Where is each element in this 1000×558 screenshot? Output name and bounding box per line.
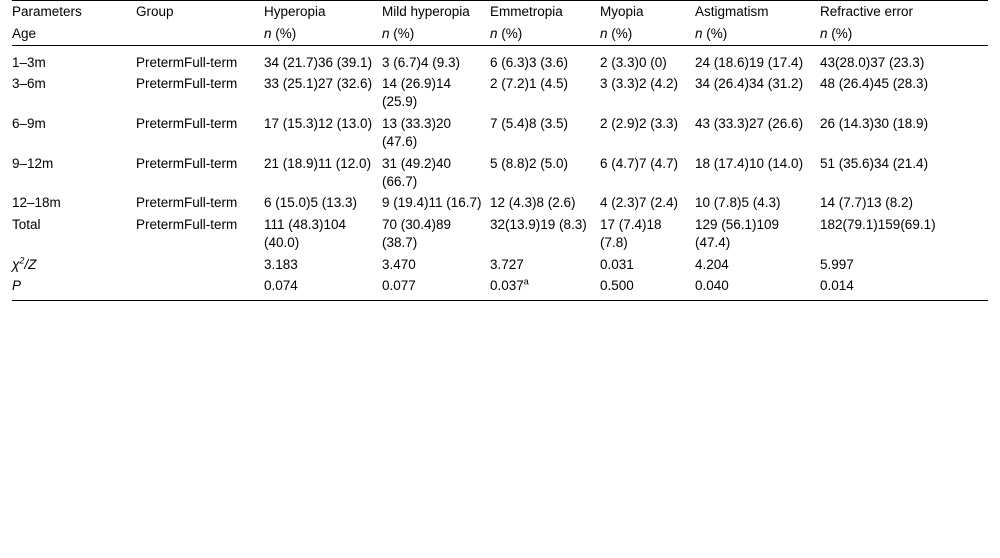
row-cell-hyperopia: 111 (48.3)104 (40.0)	[264, 217, 347, 250]
subheader-unit-refractive-error	[820, 23, 988, 45]
row-cell-refractive-error: 43(28.0)37 (23.3)	[820, 54, 925, 70]
row-parameter: Total	[12, 217, 41, 233]
row-cell-hyperopia: 6 (15.0)5 (13.3)	[264, 195, 358, 211]
row-parameter: 12–18m	[12, 195, 61, 211]
table-row-total	[12, 214, 988, 254]
table-row	[12, 73, 988, 113]
p-value-emmetropia: 0.037	[490, 277, 524, 293]
subheader-unit-myopia	[600, 23, 695, 45]
column-header-astigmatism: Astigmatism	[695, 1, 820, 23]
subheader-unit-mild-hyperopia	[382, 23, 490, 45]
unit-n: n	[695, 25, 703, 41]
chi-symbol: χ	[12, 256, 20, 272]
row-group: PretermFull-term	[136, 116, 238, 132]
row-cell-astigmatism: 129 (56.1)109 (47.4)	[695, 217, 780, 250]
table-row	[12, 45, 988, 73]
unit-n: n	[600, 25, 608, 41]
row-cell-astigmatism: 18 (17.4)10 (14.0)	[695, 155, 804, 171]
unit-percent: (%)	[501, 25, 523, 41]
unit-n: n	[820, 25, 828, 41]
subheader-unit-astigmatism	[695, 23, 820, 45]
column-header-hyperopia: Hyperopia	[264, 1, 382, 23]
row-cell-refractive-error: 182(79.1)159(69.1)	[820, 217, 936, 233]
unit-percent: (%)	[611, 25, 633, 41]
stat-value-myopia: 0.031	[600, 256, 634, 272]
row-cell-refractive-error: 14 (7.7)13 (8.2)	[820, 195, 914, 211]
unit-percent: (%)	[393, 25, 415, 41]
row-cell-refractive-error: 26 (14.3)30 (18.9)	[820, 116, 929, 132]
subheader-unit-hyperopia	[264, 23, 382, 45]
row-cell-myopia: 4 (2.3)7 (2.4)	[600, 195, 679, 211]
unit-n: n	[264, 25, 272, 41]
row-cell-mild-hyperopia: 70 (30.4)89 (38.7)	[382, 217, 452, 250]
row-parameter: 9–12m	[12, 155, 54, 171]
stat-value-refractive-error: 0.014	[820, 276, 988, 301]
table-header-row	[12, 1, 988, 23]
row-cell-refractive-error: 48 (26.4)45 (28.3)	[820, 76, 929, 92]
unit-n: n	[490, 25, 498, 41]
footnote-marker-a: a	[523, 276, 529, 287]
row-cell-emmetropia: 5 (8.8)2 (5.0)	[490, 155, 569, 171]
row-cell-emmetropia: 12 (4.3)8 (2.6)	[490, 195, 576, 211]
table-subheader-row	[12, 23, 988, 45]
row-cell-mild-hyperopia: 3 (6.7)4 (9.3)	[382, 54, 461, 70]
row-cell-mild-hyperopia: 9 (19.4)11 (16.7)	[382, 195, 482, 211]
chi-z-suffix: /Z	[24, 256, 37, 272]
stat-label-chi-square	[12, 254, 136, 276]
stat-value-myopia: 0.500	[600, 276, 695, 301]
row-cell-astigmatism: 43 (33.3)27 (26.6)	[695, 116, 804, 132]
column-header-group: Group	[136, 1, 264, 23]
unit-n: n	[382, 25, 390, 41]
row-cell-myopia: 3 (3.3)2 (4.2)	[600, 76, 679, 92]
column-header-myopia: Myopia	[600, 1, 695, 23]
column-header-mild-hyperopia: Mild hyperopia	[382, 1, 490, 23]
row-cell-mild-hyperopia: 31 (49.2)40 (66.7)	[382, 155, 452, 189]
subheader-unit-emmetropia	[490, 23, 600, 45]
stat-label-p: P	[12, 276, 136, 301]
row-cell-hyperopia: 34 (21.7)36 (39.1)	[264, 54, 373, 70]
table-row-p-value	[12, 276, 988, 301]
stat-value-emmetropia: 3.727	[490, 256, 524, 272]
chi-exponent: 2	[19, 255, 25, 266]
subheader-label-age: Age	[12, 23, 136, 45]
row-cell-myopia: 6 (4.7)7 (4.7)	[600, 155, 679, 171]
row-cell-refractive-error: 51 (35.6)34 (21.4)	[820, 155, 929, 171]
stat-value-mild-hyperopia: 0.077	[382, 276, 490, 301]
row-cell-hyperopia: 17 (15.3)12 (13.0)	[264, 116, 373, 132]
row-group: PretermFull-term	[136, 195, 238, 211]
row-group: PretermFull-term	[136, 217, 238, 233]
stat-value-astigmatism: 4.204	[695, 256, 729, 272]
refractive-error-table	[12, 0, 988, 301]
row-cell-myopia: 17 (7.4)18 (7.8)	[600, 217, 662, 250]
row-cell-hyperopia: 21 (18.9)11 (12.0)	[264, 155, 372, 171]
row-group: PretermFull-term	[136, 155, 238, 171]
row-cell-emmetropia: 2 (7.2)1 (4.5)	[490, 76, 569, 92]
stat-value-mild-hyperopia: 3.470	[382, 256, 416, 272]
table-row	[12, 113, 988, 153]
column-header-emmetropia: Emmetropia	[490, 1, 600, 23]
row-cell-mild-hyperopia: 13 (33.3)20 (47.6)	[382, 116, 452, 149]
stat-group-blank	[136, 276, 264, 301]
row-group: PretermFull-term	[136, 54, 238, 70]
row-group: PretermFull-term	[136, 76, 238, 92]
row-cell-astigmatism: 24 (18.6)19 (17.4)	[695, 54, 804, 70]
stat-value-hyperopia: 0.074	[264, 276, 382, 301]
subheader-group-blank	[136, 23, 264, 45]
stat-value-refractive-error: 5.997	[820, 256, 854, 272]
row-cell-hyperopia: 33 (25.1)27 (32.6)	[264, 76, 373, 92]
table-row	[12, 192, 988, 214]
row-cell-myopia: 2 (2.9)2 (3.3)	[600, 116, 679, 132]
row-cell-astigmatism: 10 (7.8)5 (4.3)	[695, 195, 781, 211]
stat-value-hyperopia: 3.183	[264, 256, 298, 272]
row-cell-mild-hyperopia: 14 (26.9)14 (25.9)	[382, 76, 452, 110]
row-cell-myopia: 2 (3.3)0 (0)	[600, 54, 667, 70]
stat-group-blank	[136, 254, 264, 276]
row-cell-astigmatism: 34 (26.4)34 (31.2)	[695, 76, 804, 92]
row-parameter: 1–3m	[12, 54, 46, 70]
unit-percent: (%)	[275, 25, 297, 41]
stat-value-astigmatism: 0.040	[695, 276, 820, 301]
row-cell-emmetropia: 7 (5.4)8 (3.5)	[490, 116, 569, 132]
row-cell-emmetropia: 32(13.9)19 (8.3)	[490, 217, 587, 233]
row-cell-emmetropia: 6 (6.3)3 (3.6)	[490, 54, 569, 70]
column-header-refractive-error: Refractive error	[820, 1, 988, 23]
table-row	[12, 153, 988, 193]
stat-value-emmetropia	[490, 276, 600, 301]
row-parameter: 6–9m	[12, 116, 46, 132]
table-row-chi-square	[12, 254, 988, 276]
column-header-parameters: Parameters	[12, 1, 136, 23]
unit-percent: (%)	[831, 25, 853, 41]
row-parameter: 3–6m	[12, 76, 46, 92]
unit-percent: (%)	[706, 25, 728, 41]
